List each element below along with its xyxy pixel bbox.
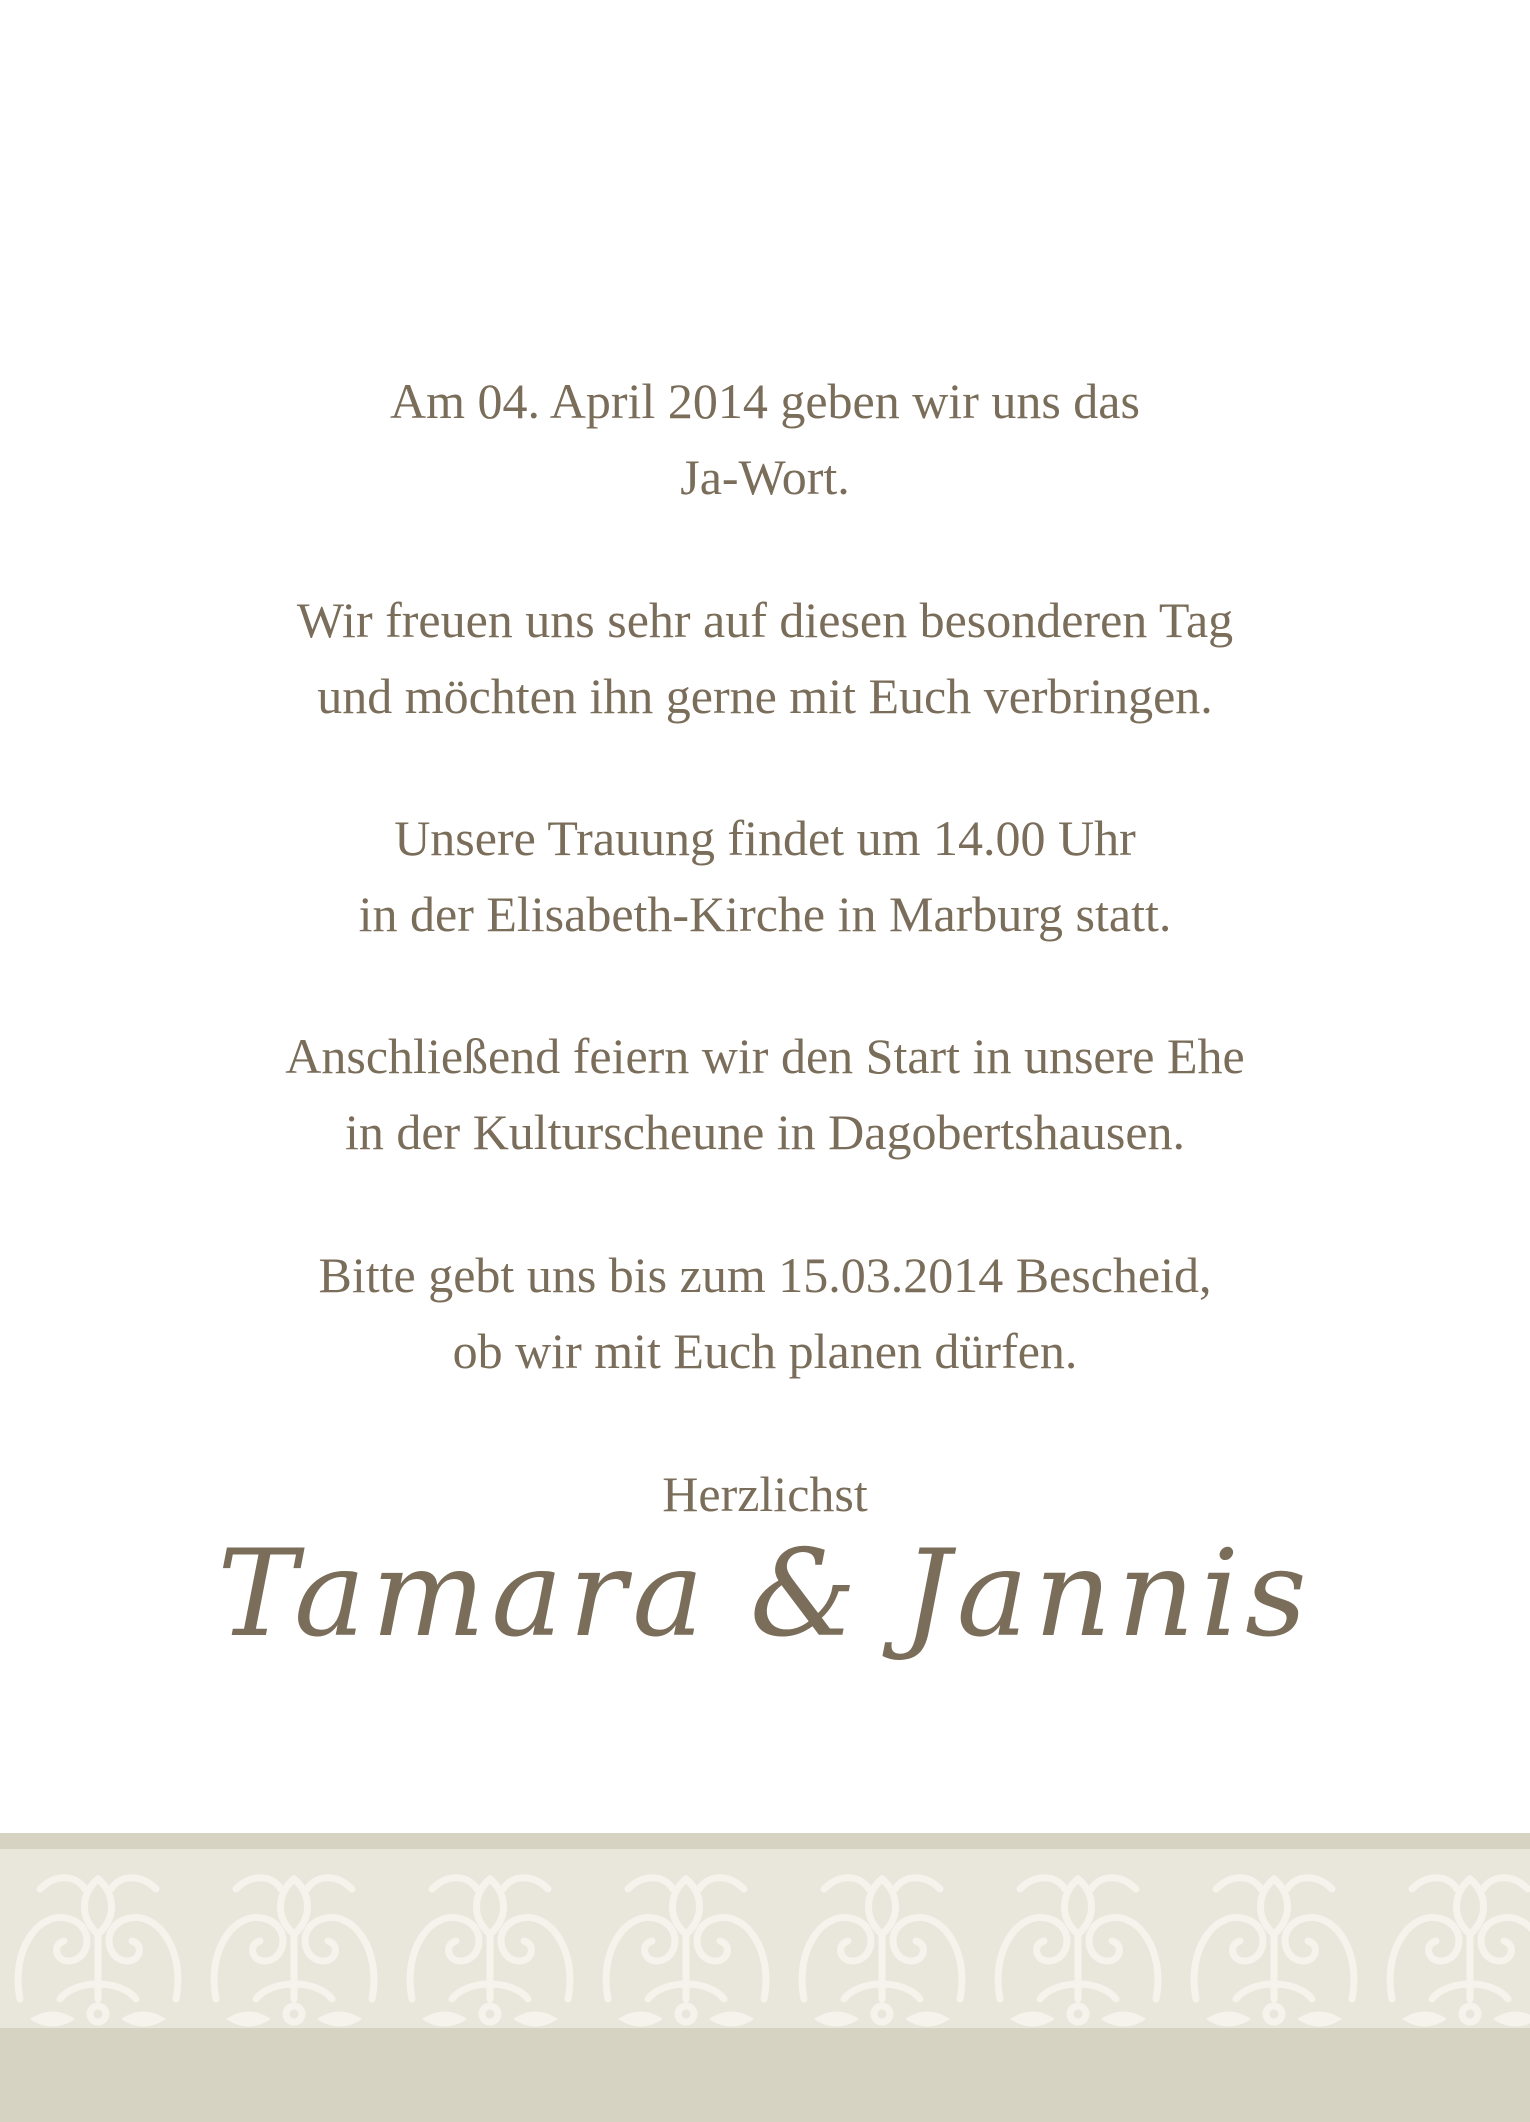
footer-bottom-strip [0,2028,1530,2122]
signature-name-1: Tamara [217,1525,710,1664]
paragraph-4-line-2: in der Kulturscheune in Dagobertshausen. [344,1104,1186,1160]
signature-name-2: Jannis [902,1525,1313,1664]
paragraph-3-line-1: Unsere Trauung findet um 14.00 Uhr [394,810,1136,866]
signature-ampersand: & [749,1525,863,1664]
paragraph-4-line-1: Anschließend feiern wir den Start in unsere Ehe [285,1028,1245,1084]
paragraph-5-line-1: Bitte gebt uns bis zum 15.03.2014 Bescheid, [318,1247,1212,1303]
paragraph-1-line-2: Ja-Wort. [680,449,850,505]
paragraph-5-line-2: ob wir mit Euch planen dürfen. [452,1323,1078,1379]
paragraph-1-line-1: Am 04. April 2014 geben wir uns das [390,373,1140,429]
couple-signature [0,1520,1530,1670]
paragraph-2-line-1: Wir freuen uns sehr auf diesen besonderen Tag [296,592,1234,648]
footer-top-strip [0,1833,1530,1849]
paragraph-2-line-2: und möchten ihn gerne mit Euch verbringen. [317,668,1213,724]
closing-text: Herzlichst [662,1466,868,1522]
ornament-pattern [0,1849,1530,2039]
paragraph-3-line-2: in der Elisabeth-Kirche in Marburg statt. [358,886,1172,942]
decorative-footer-band [0,1833,1530,2122]
